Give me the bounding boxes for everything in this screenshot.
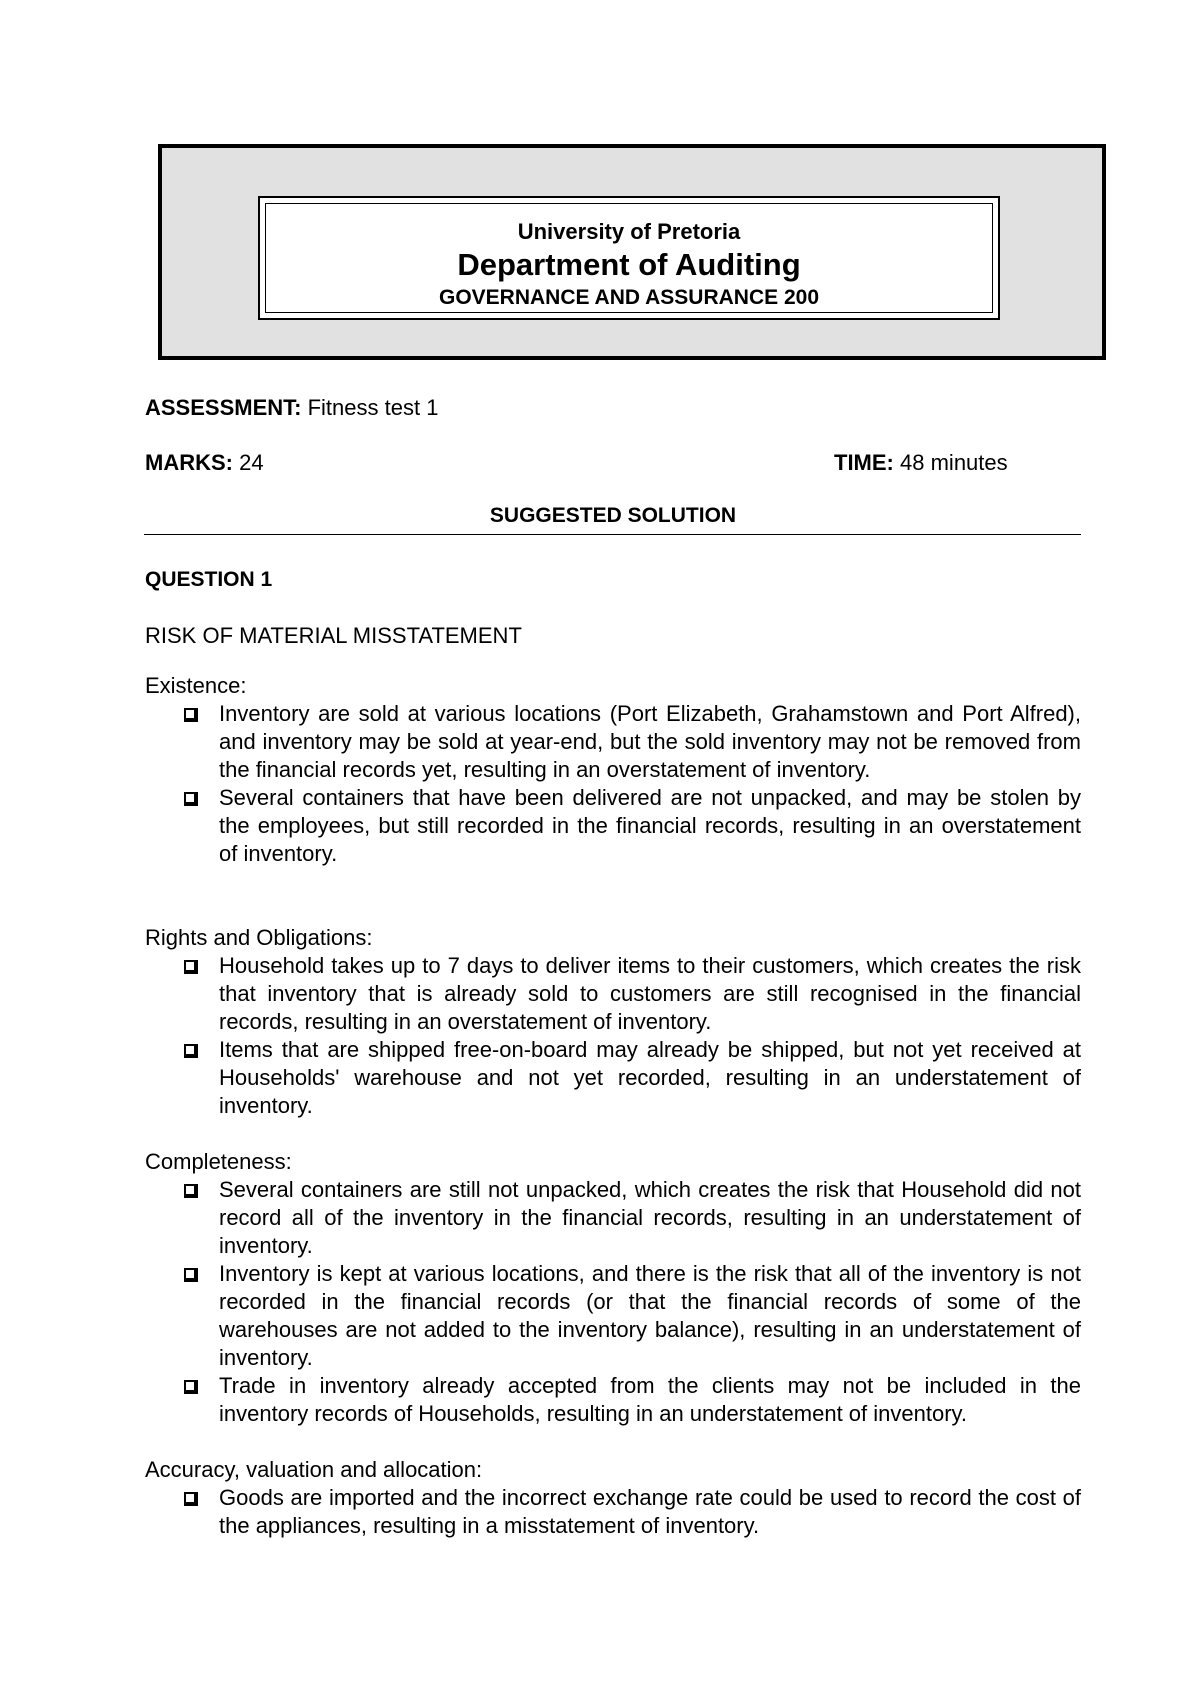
bullet-text: Several containers that have been delivered are not unpacked, and may be stolen by the employees, but still recorded in the financial records, resulting in an overstatement of inventory. <box>219 785 1081 866</box>
section-title: Accuracy, valuation and allocation: <box>145 1457 483 1482</box>
bullet-text: Several containers are still not unpacked, which creates the risk that Household did not record all of the inventory in the financial records, resulting in an understatement of inventory. <box>219 1177 1081 1258</box>
section-existence <box>145 672 1081 868</box>
bullet-list <box>145 700 1081 868</box>
bullet-text: Household takes up to 7 days to deliver items to their customers, which creates the risk that inventory that is already sold to customers are still recognised in the financial records, resulting in an overstatement of inventory. <box>219 953 1081 1034</box>
bullet-list <box>145 1176 1081 1428</box>
list-item <box>145 784 1081 868</box>
checkbox-bullet-icon <box>184 792 198 806</box>
list-item <box>145 1484 1081 1540</box>
checkbox-bullet-icon <box>184 1044 198 1058</box>
marks-line <box>145 449 264 477</box>
time-label: TIME: <box>834 450 894 475</box>
list-item <box>145 1372 1081 1428</box>
marks-value: 24 <box>239 450 264 475</box>
list-item <box>145 700 1081 784</box>
section-title: Rights and Obligations: <box>145 925 373 950</box>
list-item <box>145 1036 1081 1120</box>
heading-rule <box>144 534 1081 535</box>
bullet-list <box>145 1484 1081 1540</box>
list-item <box>145 1260 1081 1372</box>
checkbox-bullet-icon <box>184 708 198 722</box>
bullet-list <box>145 952 1081 1120</box>
question-title: QUESTION 1 <box>145 568 273 591</box>
bullet-text: Inventory are sold at various locations (Port Elizabeth, Grahamstown and Port Alfred), and inventory may be sold at year-end, but the sold inventory may not be removed from the financial records yet, resulting in an overstatement of inventory. <box>219 701 1081 782</box>
list-item <box>145 1176 1081 1260</box>
header-box <box>158 144 1106 360</box>
section-title: Completeness: <box>145 1149 292 1174</box>
university-name: University of Pretoria <box>517 219 741 244</box>
marks-label: MARKS: <box>145 450 233 475</box>
bullet-text: Goods are imported and the incorrect exchange rate could be used to record the cost of the appliances, resulting in a misstatement of inventory. <box>219 1485 1081 1538</box>
title-frame-inner <box>265 203 993 313</box>
checkbox-bullet-icon <box>184 1184 198 1198</box>
title-frame <box>258 196 1000 320</box>
assessment-value: Fitness test 1 <box>307 395 439 420</box>
department-name: Department of Auditing <box>457 247 801 282</box>
time-value: 48 minutes <box>900 450 1008 475</box>
section-title: Existence: <box>145 673 247 698</box>
section-completeness <box>145 1148 1081 1428</box>
bullet-text: Inventory is kept at various locations, and there is the risk that all of the inventory is not recorded in the financial records (or that the financial records of some of the warehouses are not added to the inventory balance), resulting in an understatement of inventory. <box>219 1261 1081 1370</box>
list-item <box>145 952 1081 1036</box>
checkbox-bullet-icon <box>184 1268 198 1282</box>
solution-heading: SUGGESTED SOLUTION <box>489 504 737 527</box>
checkbox-bullet-icon <box>184 960 198 974</box>
assessment-line <box>145 394 438 422</box>
section-rights-obligations <box>145 924 1081 1120</box>
bullet-text: Items that are shipped free-on-board may already be shipped, but not yet received at Households' warehouse and not yet recorded, resulting in an understatement of inventory. <box>219 1037 1081 1118</box>
checkbox-bullet-icon <box>184 1380 198 1394</box>
section-accuracy-valuation <box>145 1456 1081 1540</box>
checkbox-bullet-icon <box>184 1492 198 1506</box>
time-line <box>834 449 1008 477</box>
bullet-text: Trade in inventory already accepted from the clients may not be included in the inventory records of Households, resulting in an understatement of inventory. <box>219 1373 1081 1426</box>
risk-heading: RISK OF MATERIAL MISSTATEMENT <box>145 623 522 648</box>
assessment-label: ASSESSMENT: <box>145 395 302 420</box>
course-name: GOVERNANCE AND ASSURANCE 200 <box>438 286 819 309</box>
